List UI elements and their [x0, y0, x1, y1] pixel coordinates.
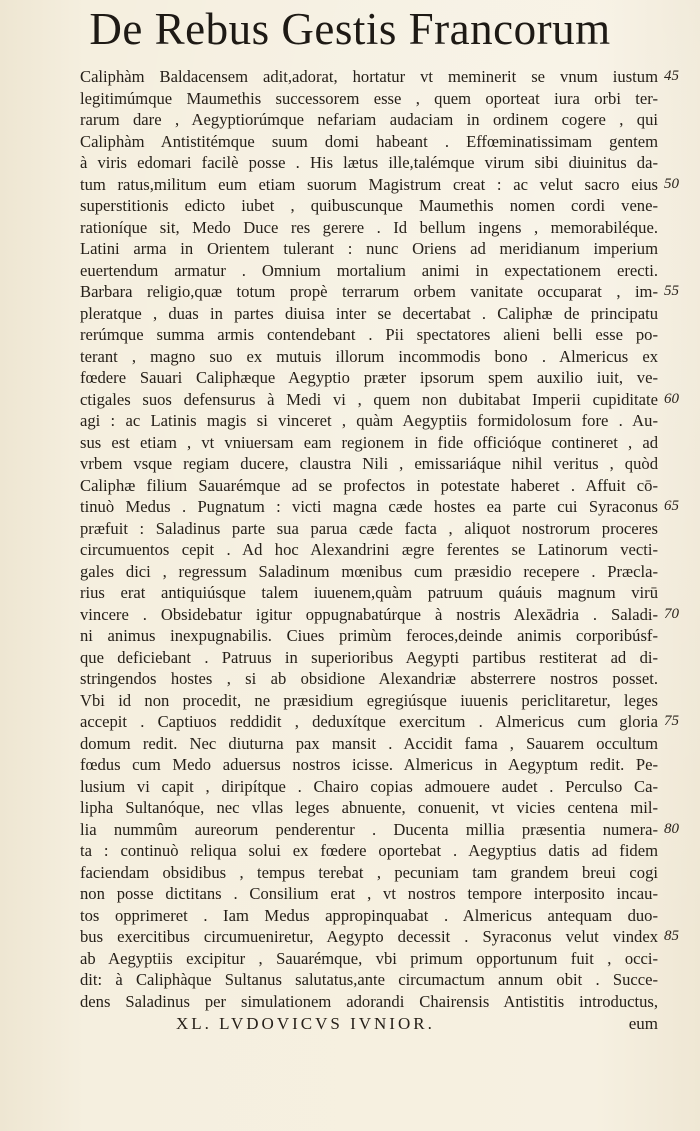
text-line: domum redit. Nec diuturna pax mansit . Accidit fama , Sauarem occultum — [80, 733, 658, 753]
marginal-line-number: 80 — [664, 820, 679, 837]
text-line: pleratque , duas in partes diuisa inter se decertabat . Caliphæ de principatu — [80, 303, 658, 323]
text-line: tos opprimeret . Iam Medus appropinquabat . Almericus antequam duo- — [80, 905, 658, 925]
catchword: eum — [628, 1014, 658, 1033]
text-line: sus est etiam , vt vniuersam eam regionem in fide officióque contineret , ad — [80, 432, 658, 452]
text-line: præfuit : Saladinus parte sua parua cæde facta , aliquot nostrorum proceres — [80, 518, 658, 538]
text-line: bus exercitibus circumueniretur, Aegypto decessit . Syraconus velut vindex — [80, 927, 658, 946]
text-line: rius erat antiquiúsque talem iuuenem,quàm patruum quáuis magnum virū — [80, 583, 658, 602]
marginal-line-number: 75 — [664, 713, 679, 729]
text-line: ctigales suos defensurus à Medi vi , quem non dubitabat Imperii cupiditate — [80, 389, 658, 409]
text-line: Vbi id non procedit, ne præsidium egregiúsque iuuenis periclitaretur, leges — [80, 690, 658, 710]
text-line: ab Aegyptiis excipitur , Sauarémque, vbi primum opportunum fuit , occi- — [80, 948, 658, 968]
text-line: lusium vi capit , diripítque . Chairo copias admouere audet . Perculso Ca- — [80, 776, 658, 796]
marginal-line-number: 65 — [664, 498, 679, 514]
marginal-line-number: 50 — [664, 175, 679, 192]
text-line: accepit . Captiuos reddidit , deduxítque exercitum . Almericus cum gloria — [80, 712, 658, 731]
marginal-line-number: 60 — [664, 390, 679, 407]
text-line: ni animus inexpugnabilis. Ciues primùm feroces,deinde animis corporibúsf- — [80, 626, 658, 645]
text-line: tinuò Medus . Pugnatum : victi magna cæde hostes ea parte cui Syraconus — [80, 497, 658, 516]
marginal-line-number: 45 — [664, 68, 679, 84]
page-footer — [80, 1011, 658, 1037]
text-line: rerúmque summa armis contendebant . Pii spectatores alieni belli esse po- — [80, 325, 658, 344]
marginal-line-number: 70 — [664, 605, 679, 622]
text-line: stringendos hostes , si ab obsidione Alexandriæ absterrere nostros posset. — [80, 669, 658, 688]
text-line: Caliphàm Baldacensem adit,adorat, hortatur vt meminerit se vnum iustum — [80, 67, 658, 86]
text-line: agi : ac Latinis magis si vinceret , quàm Aegyptiis formidolosum fore . Au- — [80, 411, 658, 430]
text-line: circumuentos cepit . Ad hoc Alexandrini ægre ferentes se Latinorum vecti- — [80, 540, 658, 559]
text-line: vrbem vsque regiam ducere, claustra Nili , emissariáque nihil veritus , quòd — [80, 454, 658, 473]
text-line: Latini arma in Orientem tulerant : nunc Oriens ad meridianum imperium — [80, 239, 658, 258]
text-line: terant , magno suo ex mutuis illorum incommodis bono . Almericus ex — [80, 346, 658, 366]
text-line: lia nummûm aureorum penderentur . Ducenta millia præsentia numera- — [80, 819, 658, 839]
text-line: que deficiebant . Patruus in superioribus Aegypti partibus restiterat ad di- — [80, 647, 658, 667]
text-line: rationíque sit, Medo Duce res gerere . Id bellum ingens , memorabiléque. — [80, 217, 658, 237]
text-line: vincere . Obsidebatur igitur oppugnabatúrque à nostris Alexādria . Saladi- — [80, 604, 658, 624]
text-line: ta : continuò reliqua solui ex fœdere oportebat . Aegyptius datis ad fidem — [80, 841, 658, 860]
text-line: dens Saladinus per simulationem adorandi Chairensis Antistitis introductus, — [80, 991, 658, 1011]
marginal-line-number: 55 — [664, 283, 679, 299]
text-line: Caliphàm Antistitémque suum domi habeant . Effœminatissimam gentem — [80, 131, 658, 151]
text-line: lipha Sultanóque, nec vllas leges abnuente, conuenit, vt vicies centena mil- — [80, 798, 658, 817]
running-title: De Rebus Gestis Francorum — [89, 4, 611, 54]
text-line: Caliphæ filium Sauarémque ad se profectos in potestate haberet . Affuit cō- — [80, 475, 658, 495]
text-line: non posse dictitans . Consilium erat , vt nostros tempore interposito incau- — [80, 884, 658, 903]
text-line: euertendum armatur . Omnium mortalium animi in expectationem erecti. — [80, 260, 658, 280]
text-line: rarum dare , Aegyptiorúmque nefariam audaciam in ordinem cogere , qui — [80, 110, 658, 129]
text-line: gales dici , regressum Saladinum mœnibus cum præsidio recepere . Præcla- — [80, 561, 658, 581]
text-line: à viris edomari facilè posse . His lætus ille,talémque virum sibi diuinitus da- — [80, 153, 658, 172]
text-line: dit: à Caliphàque Sultanus salutatus,ante circumactum annum obit . Succe- — [80, 970, 658, 989]
text-line: fœdus cum Medo aduersus nostros icisse. Almericus in Aegyptum redit. Pe- — [80, 755, 658, 774]
body-text — [80, 66, 658, 1012]
text-line: faciendam obsidibus , tempus terebat , pecuniam tam grandem breui cogi — [80, 862, 658, 882]
text-line: legitimúmque Maumethis successorem esse , quem oporteat iura orbi ter- — [80, 88, 658, 108]
marginal-line-number: 85 — [664, 928, 679, 944]
text-line: Barbara religio,quæ totum propè terrarum orbem vanitate occuparat , im- — [80, 282, 658, 301]
text-line: superstitionis edicto iubet , quibuscunque Maumethis nomen cordi vene- — [80, 196, 658, 215]
text-line: fœdere Sauari Caliphæque Aegyptio præter ipsorum spem auxilio iuit, ve- — [80, 368, 658, 387]
signature-mark: XL. LVDOVICVS IVNIOR. — [176, 1014, 435, 1033]
text-line: tum ratus,militum eum etiam suorum Magistrum creat : ac velut sacro eius — [80, 174, 658, 194]
